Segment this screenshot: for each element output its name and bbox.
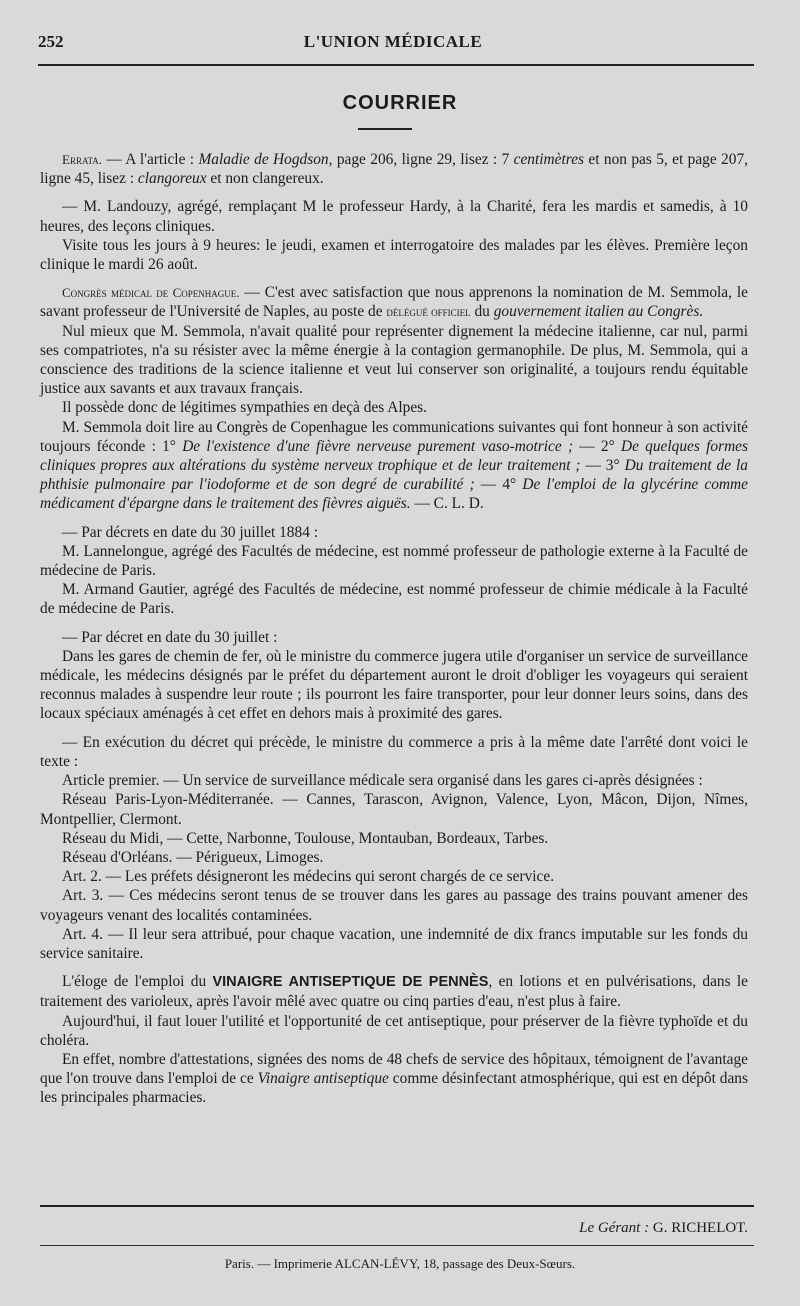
article-2: Art. 2. — Les préfets désigneront les médecins qui seront chargés de ce service. <box>62 868 555 886</box>
errata-lead: Errata. <box>62 152 102 167</box>
text-run: délégué officiel <box>386 304 471 320</box>
text-run: Du traitement de la phthisie pulmonaire par l'iodoforme et de son degré de curabilité ; <box>40 457 748 494</box>
lannelongue-paragraph: M. Lannelongue, agrégé des Facultés de médecine, est nommé professeur de pathologie externe à la Faculté de médecine de Paris. <box>40 542 748 580</box>
semmola-paragraph-3 <box>40 418 748 514</box>
errata-paragraph <box>40 150 748 188</box>
text-run: comme désinfectant atmosphérique, qui est en dépôt dans les principales pharmacies. <box>40 1070 748 1107</box>
text-run: Maladie de Hogdson <box>198 151 329 168</box>
footer-rule-2 <box>40 1245 754 1246</box>
footer-rule <box>40 1205 754 1207</box>
header-rule <box>38 64 754 66</box>
gautier-paragraph: M. Armand Gautier, agrégé des Facultés de médecine, est nommé professeur de chimie médicale à la Faculté de médecine de Paris. <box>40 581 748 618</box>
text-run: centimètres <box>513 151 585 168</box>
text-run: gouvernement italien au Congrès. <box>493 303 704 321</box>
text-run: du <box>470 303 494 321</box>
arrete-intro: — En exécution du décret qui précède, le ministre du commerce a pris à la même date l'arrêté dont voici le texte : <box>40 733 748 770</box>
text-run: Vinaigre antiseptique <box>257 1070 389 1088</box>
decrets-heading: — Par décrets en date du 30 juillet 1884 : <box>62 523 319 541</box>
text-run: — 2° <box>573 437 621 455</box>
text-run: — C'est avec satisfaction que nous apprenons la nomination de M. Semmola, le savant professeur de l'Université de Naples, au poste de <box>40 284 748 321</box>
signature-name: G. RICHELOT. <box>652 1220 748 1236</box>
article-1: Article premier. — Un service de surveillance médicale sera organisé dans les gares ci-après désignées : <box>62 772 703 790</box>
decret-paragraph: Dans les gares de chemin de fer, où le ministre du commerce jugera utile d'organiser un service de surveillance médicale, les médecins désignés par le préfet du département auront le droit d'obliger les voyageurs qui seraient reconnus malades à suspendre leur route ; ils pourront les faire transporter, pour leur donner leurs soins, dans des locaux spéciaux aménagés à cet effet en dehors mais à proximité des gares. <box>40 647 748 723</box>
reseau-midi: Réseau du Midi, — Cette, Narbonne, Toulouse, Montauban, Bordeaux, Tarbes. <box>62 829 549 847</box>
vinaigre-paragraph-2: Aujourd'hui, il faut louer l'utilité et l'opportunité de cet antiseptique, pour préserver de la fièvre typhoïde et du choléra. <box>40 1012 748 1049</box>
semmola-paragraph-1: Nul mieux que M. Semmola, n'avait qualité pour représenter dignement la médecine italienne, car nul, parmi ses compatriotes, n'a su résister avec la même énergie à la contagion germanophile. De plus, M. Semmola, qui a conscience des traditions de la science italienne et veut lui conserver son originalité, a toujours rendu équitable justice aux savants et aux travaux français. <box>40 322 748 398</box>
text-run: De quelques formes cliniques propres aux altérations du système nerveux trophique et de leur traitement ; <box>40 437 748 475</box>
text-run: De l'existence d'une fièvre nerveuse purement vaso-motrice ; <box>182 437 574 455</box>
article-4: Art. 4. — Il leur sera attribué, pour chaque vacation, une indemnité de dix francs imputable sur les fonds du service sanitaire. <box>40 925 748 962</box>
congres-paragraph <box>40 283 748 321</box>
landouzy-visit-paragraph: Visite tous les jours à 9 heures: le jeudi, examen et interrogatoire des malades par les élèves. Première leçon clinique le mardi 26 août. <box>40 236 748 274</box>
text-run: — 3° <box>580 457 625 475</box>
text-run: , page 206, ligne 29, lisez : 7 <box>328 151 514 168</box>
vinaigre-paragraph-1 <box>40 972 748 1011</box>
congres-lead: Congrès médical de Copenhague. <box>62 285 240 301</box>
text-run: et non clangereux. <box>206 170 324 188</box>
text-run: L'éloge de l'emploi du <box>62 973 213 991</box>
text-run: — C. L. D. <box>410 495 484 513</box>
text-run: — 4° <box>474 476 523 494</box>
signature <box>579 1220 748 1237</box>
title-rule <box>358 128 412 130</box>
journal-title: L'UNION MÉDICALE <box>303 32 483 51</box>
signature-label: Le Gérant : <box>579 1220 653 1236</box>
landouzy-paragraph: — M. Landouzy, agrégé, remplaçant M le professeur Hardy, à la Charité, fera les mardis et samedis, à 10 heures, des leçons cliniques. <box>40 198 748 235</box>
text-run: , en lotions et en pulvérisations, dans le traitement des varioleux, après l'avoir mêlé avec quatre ou cinq parties d'eau, n'est plus à faire. <box>40 973 748 1011</box>
reseau-plm: Réseau Paris-Lyon-Méditerranée. — Cannes, Tarascon, Avignon, Valence, Lyon, Mâcon, Dijon, Nîmes, Montpellier, Clermont. <box>40 791 748 828</box>
text-run: De l'emploi de la glycérine comme médicament d'épargne dans le traitement des fièvres aiguës. <box>40 476 748 513</box>
running-header <box>38 32 748 58</box>
article-body <box>40 150 748 1108</box>
decret-heading: — Par décret en date du 30 juillet : <box>62 628 278 646</box>
product-name: VINAIGRE ANTISEPTIQUE DE PENNÈS <box>212 974 489 991</box>
section-title: COURRIER <box>342 92 458 114</box>
text-run: M. Semmola doit lire au Congrès de Copenhague les communications suivantes qui font honneur à son activité toujours féconde : 1° <box>40 418 748 455</box>
reseau-orleans: Réseau d'Orléans. — Périgueux, Limoges. <box>62 848 324 866</box>
page-number: 252 <box>38 32 64 51</box>
text-run: et non pas 5, et page 207, ligne 45, lisez : <box>40 151 748 188</box>
article-3: Art. 3. — Ces médecins seront tenus de se trouver dans les gares au passage des trains pouvant amener des voyageurs venant des localités contaminées. <box>40 887 748 924</box>
semmola-paragraph-2: Il possède donc de légitimes sympathies en deçà des Alpes. <box>62 399 428 417</box>
text-run: clangoreux <box>137 170 207 188</box>
printer-line: Paris. — Imprimerie ALCAN-LÉVY, 18, passage des Deux-Sœurs. <box>224 1256 576 1271</box>
text-run: En effet, nombre d'attestations, signées des noms de 48 chefs de service des hôpitaux, témoignent de l'avantage que l'on trouve dans l'emploi de ce <box>40 1050 748 1088</box>
vinaigre-paragraph-3 <box>40 1050 748 1108</box>
text-run: — A l'article : <box>101 151 199 168</box>
